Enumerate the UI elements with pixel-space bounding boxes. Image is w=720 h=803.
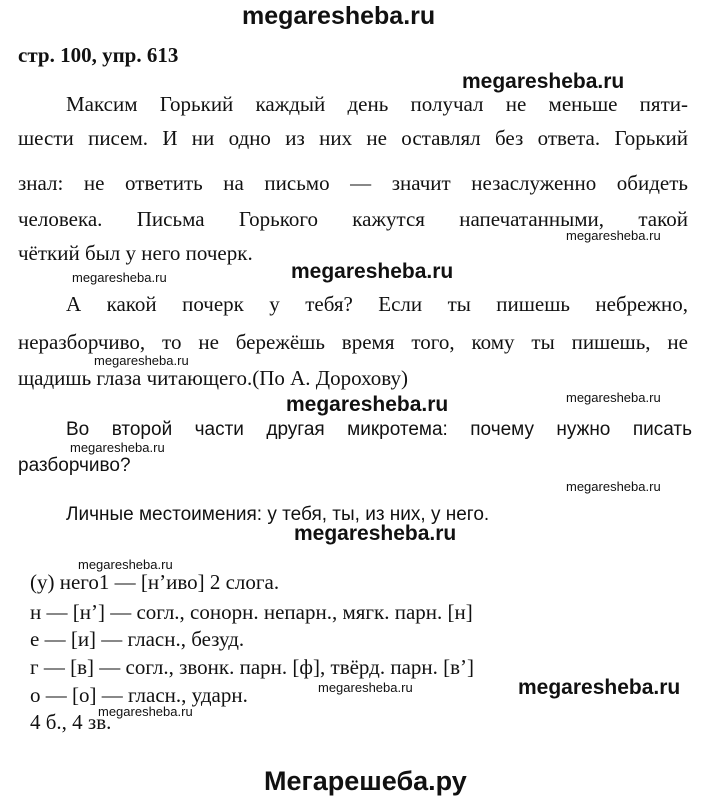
watermark: megaresheba.ru (566, 479, 661, 494)
watermark: megaresheba.ru (462, 70, 625, 93)
text-line: знал: не ответить на письмо — значит незаслуженно обидеть (18, 171, 688, 195)
text-line: человека. Письма Горького кажутся напечатанными, такой (18, 207, 688, 231)
text-line: щадишь глаза читающего.(По А. Дорохову) (18, 366, 408, 390)
watermark: megaresheba.ru (294, 522, 457, 545)
footer-brand: Мегарешеба.ру (264, 766, 467, 796)
watermark: megaresheba.ru (286, 393, 449, 416)
phonetic-line: е — [и] — гласн., безуд. (30, 627, 245, 651)
pronouns-line: Личные местоимения: у тебя, ты, из них, у него. (66, 504, 490, 525)
watermark: megaresheba.ru (94, 353, 189, 368)
phonetic-line: г — [в] — согл., звонк. парн. [ф], твёрд. парн. [в’] (30, 655, 475, 679)
watermark: megaresheba.ru (518, 676, 681, 699)
text-line: А какой почерк у тебя? Если ты пишешь небрежно, (66, 292, 688, 316)
phonetic-line: (у) него1 — [н’иво] 2 слога. (30, 570, 280, 594)
watermark: megaresheba.ru (566, 390, 661, 405)
text-line: чёткий был у него почерк. (18, 241, 253, 265)
phonetic-line: 4 б., 4 зв. (30, 710, 112, 734)
watermark: megaresheba.ru (72, 270, 167, 285)
watermark: megaresheba.ru (78, 557, 173, 572)
header-watermark: megaresheba.ru (242, 2, 436, 30)
phonetic-line: н — [н’] — согл., сонорн. непарн., мягк. парн. [н] (30, 600, 473, 624)
text-line: разборчиво? (18, 455, 131, 476)
text-line: шести писем. И ни одно из них не оставлял без ответа. Горький (18, 126, 688, 150)
watermark: megaresheba.ru (318, 680, 413, 695)
phonetic-line: о — [о] — гласн., ударн. (30, 683, 248, 707)
page-heading: стр. 100, упр. 613 (18, 43, 179, 67)
watermark: megaresheba.ru (291, 260, 454, 283)
watermark: megaresheba.ru (98, 704, 193, 719)
text-line: Максим Горький каждый день получал не меньше пяти- (66, 92, 688, 116)
watermark: megaresheba.ru (70, 440, 165, 455)
watermark: megaresheba.ru (566, 228, 661, 243)
text-line: Во второй части другая микротема: почему нужно писать (66, 419, 692, 440)
text-line: неразборчиво, то не бережёшь время того, кому ты пишешь, не (18, 330, 688, 354)
